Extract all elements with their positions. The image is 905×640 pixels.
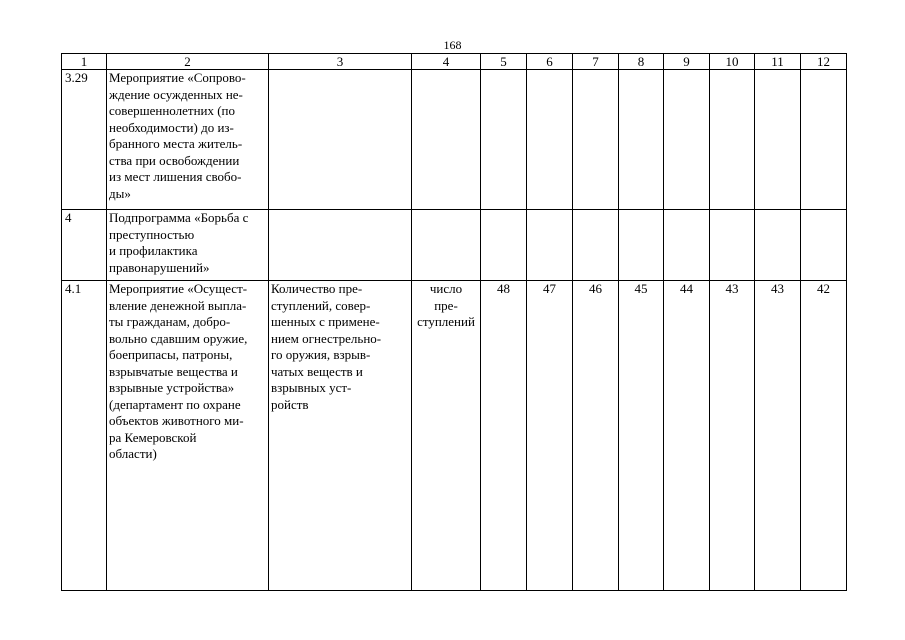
cell-text-line: ства при освобождении	[109, 152, 240, 168]
indicator-cell	[269, 281, 412, 591]
cell-text-line: ра Кемеровской	[109, 429, 197, 445]
cell-text-line: взрывных уст-	[271, 380, 352, 395]
value-cell-col-8	[619, 70, 664, 210]
column-header-3: 3	[269, 54, 412, 70]
indicator-cell	[269, 210, 412, 281]
column-header-4: 4	[412, 54, 481, 70]
unit-cell	[412, 70, 481, 210]
table-row	[62, 210, 847, 281]
column-header-5: 5	[481, 54, 527, 70]
value-cell-col-11	[755, 70, 801, 210]
value-cell-col-7	[573, 210, 619, 281]
event-cell	[107, 210, 269, 281]
cell-text-line: и профилактика	[109, 243, 198, 258]
header-row	[62, 54, 847, 70]
unit-cell	[412, 281, 481, 591]
value-cell-col-5: 48	[481, 281, 527, 591]
value-cell-col-6	[527, 210, 573, 281]
value-cell-col-7	[573, 70, 619, 210]
cell-text-line: правонарушений»	[109, 259, 210, 275]
column-header-10: 10	[710, 54, 755, 70]
row-number-cell: 4.1	[62, 281, 107, 591]
row-number-cell: 4	[62, 210, 107, 281]
cell-text-line: ды»	[109, 185, 131, 201]
cell-text-line: Мероприятие «Осущест-	[109, 281, 248, 296]
cell-text-line: ты гражданам, добро-	[109, 314, 231, 329]
cell-text-line: бранного места житель-	[109, 136, 243, 151]
cell-text-line: взрывчатые вещества и	[109, 363, 238, 379]
cell-text-line: Количество пре-	[271, 281, 363, 296]
value-cell-col-11	[755, 210, 801, 281]
cell-text-line: нием огнестрельно-	[271, 330, 382, 346]
value-cell-col-9: 44	[664, 281, 710, 591]
cell-text-line: вление денежной выпла-	[109, 297, 247, 313]
column-header-12: 12	[801, 54, 847, 70]
value-cell-col-7: 46	[573, 281, 619, 591]
cell-text-line: ступлений, совер-	[271, 297, 371, 313]
event-cell	[107, 70, 269, 210]
value-cell-col-10	[710, 70, 755, 210]
row-number-cell: 3.29	[62, 70, 107, 210]
cell-text-line: ждение осужденных не-	[109, 86, 243, 102]
value-cell-col-5	[481, 70, 527, 210]
cell-text-line: совершеннолетних (по	[109, 103, 236, 118]
column-header-9: 9	[664, 54, 710, 70]
cell-text-line: необходимости) до из-	[109, 119, 234, 135]
value-cell-col-11: 43	[755, 281, 801, 591]
cell-text-line: пре-	[434, 297, 458, 313]
value-cell-col-6	[527, 70, 573, 210]
column-header-6: 6	[527, 54, 573, 70]
column-header-7: 7	[573, 54, 619, 70]
value-cell-col-8: 45	[619, 281, 664, 591]
column-header-2: 2	[107, 54, 269, 70]
column-header-1: 1	[62, 54, 107, 70]
value-cell-col-6: 47	[527, 281, 573, 591]
column-header-8: 8	[619, 54, 664, 70]
cell-text-line: шенных с примене-	[271, 314, 380, 329]
value-cell-col-10: 43	[710, 281, 755, 591]
value-cell-col-8	[619, 210, 664, 281]
indicator-cell	[269, 70, 412, 210]
value-cell-col-9	[664, 210, 710, 281]
cell-text-line: Подпрограмма «Борьба с	[109, 210, 249, 225]
cell-text-line: из мест лишения свобо-	[109, 169, 242, 184]
cell-text-line: взрывные устройства»	[109, 380, 235, 395]
table-row	[62, 70, 847, 210]
cell-text-line: го оружия, взрыв-	[271, 347, 371, 362]
unit-cell	[412, 210, 481, 281]
cell-text-line: вольно сдавшим оружие,	[109, 330, 248, 346]
page-number: 168	[443, 38, 462, 52]
cell-text-line: ройств	[271, 396, 309, 412]
value-cell-col-9	[664, 70, 710, 210]
value-cell-col-12: 42	[801, 281, 847, 591]
cell-text-line: число	[429, 281, 463, 296]
cell-text-line: чатых веществ и	[271, 363, 363, 379]
table-row	[62, 281, 847, 591]
cell-text-line: области)	[109, 446, 157, 461]
cell-text-line: объектов животного ми-	[109, 413, 244, 428]
cell-text-line: преступностью	[109, 226, 195, 242]
column-header-11: 11	[755, 54, 801, 70]
cell-text-line: ступлений	[417, 314, 475, 329]
cell-text-line: (департамент по охране	[109, 396, 241, 412]
cell-text-line: боеприпасы, патроны,	[109, 347, 233, 362]
value-cell-col-5	[481, 210, 527, 281]
cell-text-line: Мероприятие «Сопрово-	[109, 70, 246, 85]
value-cell-col-12	[801, 70, 847, 210]
event-cell	[107, 281, 269, 591]
value-cell-col-10	[710, 210, 755, 281]
program-table	[61, 53, 847, 591]
value-cell-col-12	[801, 210, 847, 281]
